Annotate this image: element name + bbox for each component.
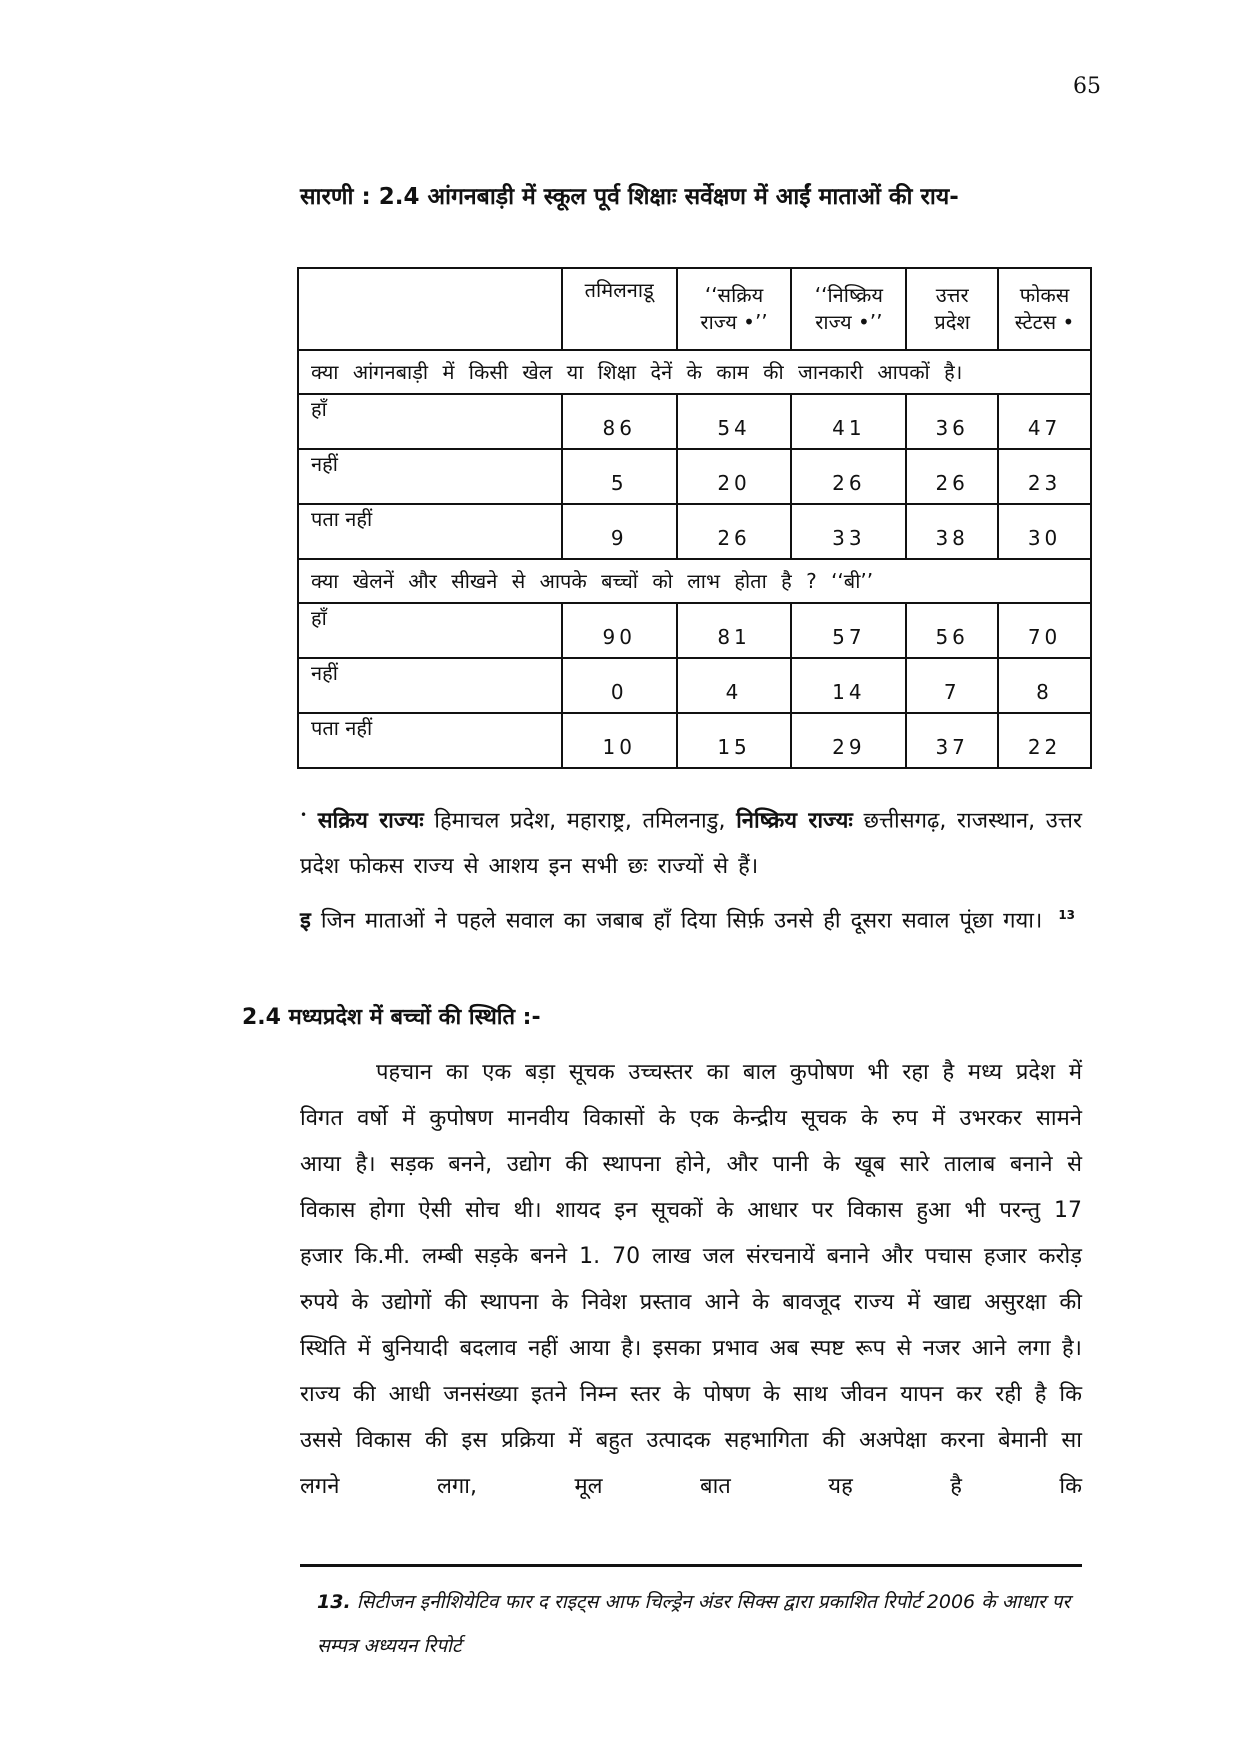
body-paragraph: पहचान का एक बड़ा सूचक उच्चस्तर का बाल कुपोषण भी रहा है मध्य प्रदेश में विगत वर्षो में कुपोषण मानवीय विकासों के एक केन्द्रीय सूचक के रुप में उभरकर सामने आया है। सड़क बनने, उद्योग की स्थापना होने, और पानी के खूब सारे तालाब बनाने से विकास होगा ऐसी सोच थी। शायद इन सूचकों के आधार पर विकास हुआ भी परन्तु 17 हजार कि.मी. लम्बी सड़के बनने 1. 70 लाख जल संरचनायें बनाने और पचास हजार करोड़ रुपये के उद्योगों की स्थापना के निवेश प्रस्ताव आने के बावजूद राज्य में खाद्य असुरक्षा की स्थिति में बुनियादी बदलाव नहीं आया है। इसका प्रभाव अब स्पष्ट रूप से नजर आने लगा है। राज्य की आधी जनसंख्या इतने निम्न स्तर के पोषण के साथ जीवन यापन कर रही है कि उससे विकास की इस प्रक्रिया में बहुत उत्पादक सहभागिता की अअपेक्षा करना बेमानी सा लगने लगा, मूल बात यह है कि <box>300 1060 1082 1499</box>
question-row <box>298 350 1091 394</box>
row-label: नहीं <box>298 449 562 504</box>
table-cell: 26 <box>677 504 792 559</box>
footnote-text: सिटीजन इनीशियेटिव फार द राइट्स आफ चिल्ड्रेन अंडर सिक्स द्वारा प्रकाशित रिपोर्ट 2006 के आधार पर सम्पत्र अध्ययन रिपोर्ट <box>317 1591 1071 1657</box>
row-label: हाँ <box>298 603 562 658</box>
row-label: हाँ <box>298 394 562 449</box>
table-cell: 37 <box>906 713 998 768</box>
table-row <box>298 504 1091 559</box>
table-cell: 36 <box>906 394 998 449</box>
footnote-reference: 13 <box>1058 908 1076 922</box>
note-marker: इ <box>300 908 311 934</box>
table-cell: 29 <box>791 713 906 768</box>
mothers-note-text: जिन माताओं ने पहले सवाल का जबाब हाँ दिया सिर्फ़ उनसे ही दूसरा सवाल पूंछा गया। <box>320 908 1043 934</box>
page-number: 65 <box>1073 74 1101 99</box>
table-cell: 10 <box>562 713 677 768</box>
footnote <box>317 1580 1087 1668</box>
row-label: नहीं <box>298 658 562 713</box>
active-states-list: हिमाचल प्रदेश, महाराष्ट्र, तमिलनाडु, <box>434 808 726 834</box>
table-cell: 7 <box>906 658 998 713</box>
table-cell: 81 <box>677 603 792 658</box>
header-cell: फोकस स्टेटस • <box>998 268 1091 350</box>
table-row <box>298 394 1091 449</box>
table-cell: 8 <box>998 658 1091 713</box>
table-row <box>298 449 1091 504</box>
inactive-states-label: निष्क्रिय राज्यः <box>736 808 853 834</box>
bullet-mark: • <box>300 808 308 822</box>
table-cell: 0 <box>562 658 677 713</box>
table-cell: 9 <box>562 504 677 559</box>
table-cell: 4 <box>677 658 792 713</box>
states-note <box>300 792 1082 890</box>
mothers-note <box>300 892 1082 944</box>
table-cell: 20 <box>677 449 792 504</box>
table-cell: 30 <box>998 504 1091 559</box>
table-header-row <box>298 268 1091 350</box>
survey-table <box>297 267 1092 769</box>
table-cell: 14 <box>791 658 906 713</box>
row-label: पता नहीं <box>298 713 562 768</box>
table-cell: 23 <box>998 449 1091 504</box>
table-cell: 47 <box>998 394 1091 449</box>
table-cell: 70 <box>998 603 1091 658</box>
table-cell: 57 <box>791 603 906 658</box>
footnote-divider <box>300 1564 1082 1567</box>
question-text: क्या आंगनबाड़ी में किसी खेल या शिक्षा देनें के काम की जानकारी आपकों है। <box>298 350 1091 394</box>
table-cell: 26 <box>791 449 906 504</box>
table-row <box>298 713 1091 768</box>
table-cell: 54 <box>677 394 792 449</box>
table-cell: 22 <box>998 713 1091 768</box>
table-cell: 86 <box>562 394 677 449</box>
table-cell: 38 <box>906 504 998 559</box>
table-row <box>298 658 1091 713</box>
question-text: क्या खेलनें और सीखने से आपके बच्चों को लाभ होता है ? ‘‘बी’’ <box>298 559 1091 603</box>
header-cell: तमिलनाडू <box>562 268 677 350</box>
table-row <box>298 603 1091 658</box>
header-cell: ‘‘सक्रिय राज्य •’’ <box>677 268 792 350</box>
table-cell: 41 <box>791 394 906 449</box>
table-cell: 56 <box>906 603 998 658</box>
table-cell: 90 <box>562 603 677 658</box>
header-cell <box>298 268 562 350</box>
table-caption: सारणी : 2.4 आंगनबाड़ी में स्कूल पूर्व शिक्षाः सर्वेक्षण में आईं माताओं की राय- <box>300 184 959 210</box>
header-cell: उत्तर प्रदेश <box>906 268 998 350</box>
table-cell: 26 <box>906 449 998 504</box>
active-states-label: सक्रिय राज्यः <box>317 808 424 834</box>
inactive-states-list: छत्तीसगढ़, राजस्थान, उत्तर प्रदेश फोकस राज्य से आशय इन सभी छः राज्यों से हैं। <box>300 808 1082 880</box>
header-cell: ‘‘निष्क्रिय राज्य •’’ <box>791 268 906 350</box>
table-cell: 5 <box>562 449 677 504</box>
question-row <box>298 559 1091 603</box>
section-heading: 2.4 मध्यप्रदेश में बच्चों की स्थिति :- <box>242 1005 541 1030</box>
footnote-number: 13. <box>317 1591 351 1613</box>
table-cell: 15 <box>677 713 792 768</box>
row-label: पता नहीं <box>298 504 562 559</box>
table-cell: 33 <box>791 504 906 559</box>
